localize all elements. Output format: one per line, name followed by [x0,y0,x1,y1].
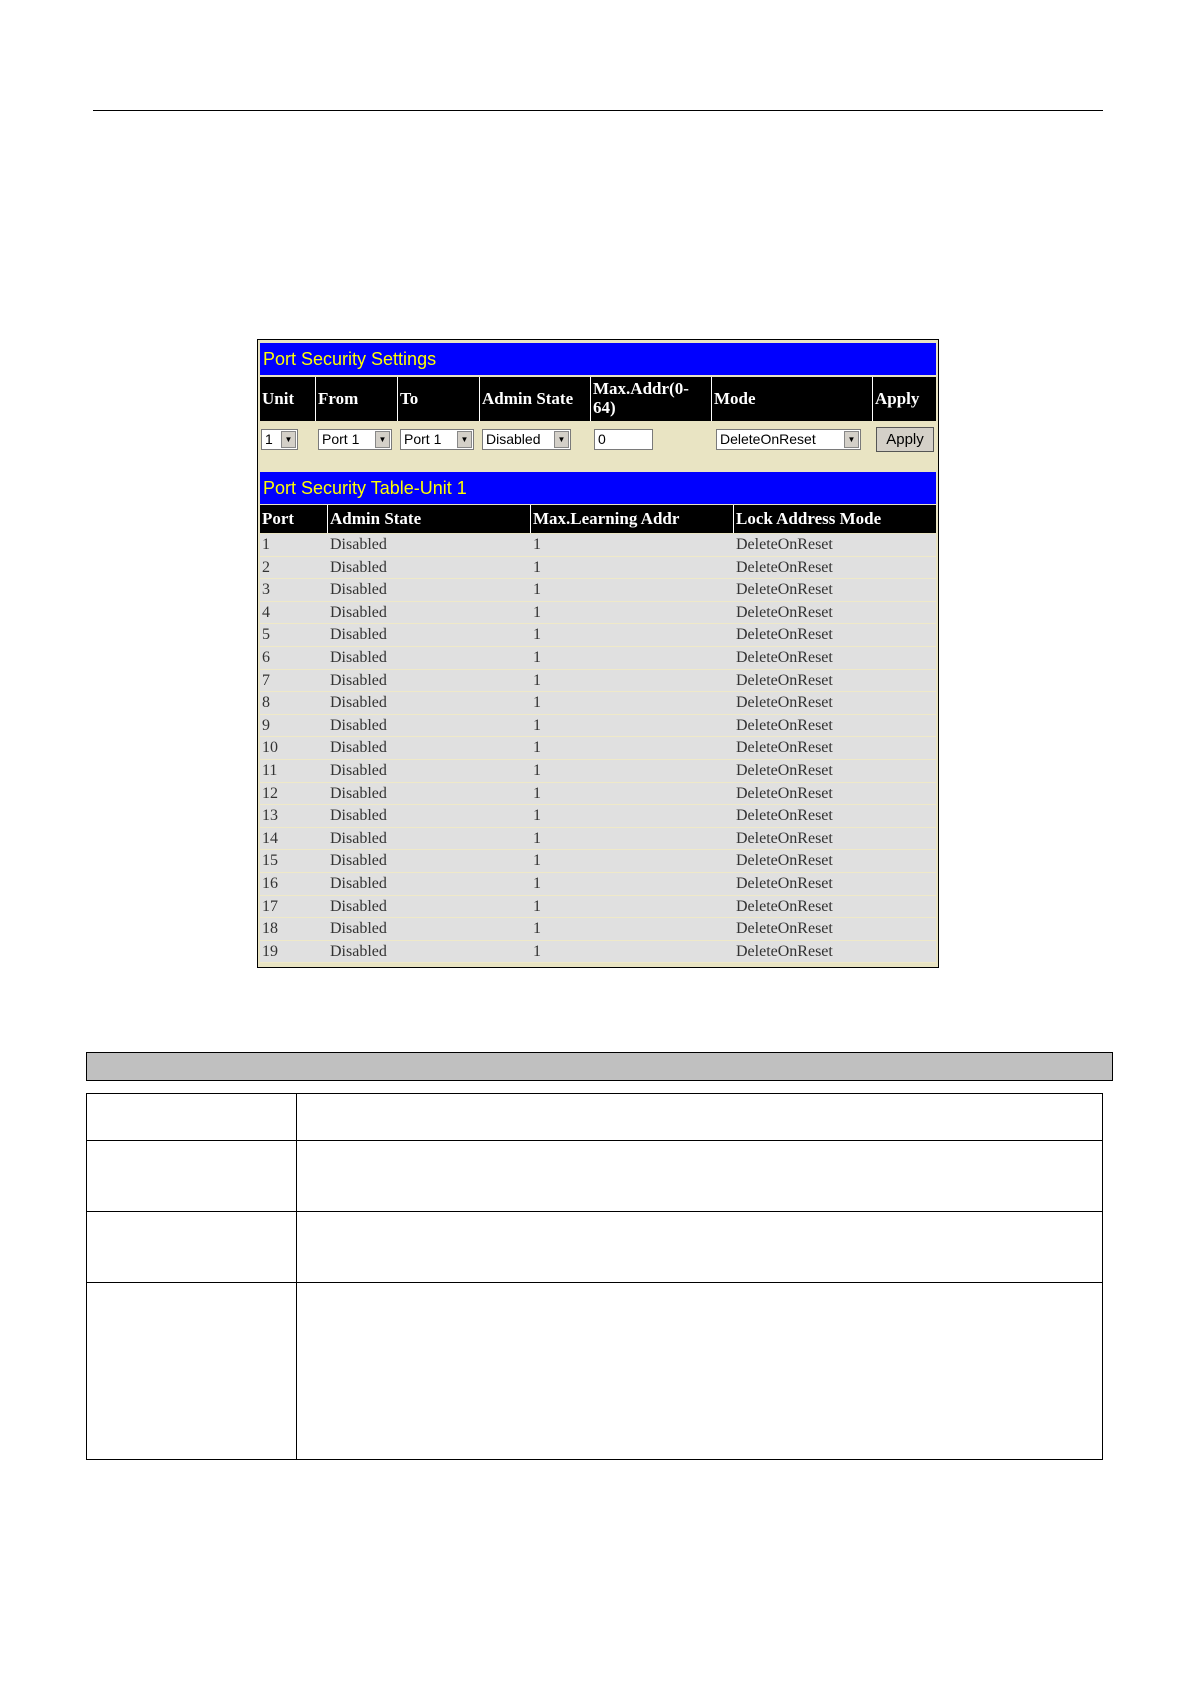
table-row [260,624,936,647]
cell-max-learning-addr: 1 [533,558,541,576]
cell-max-learning-addr: 1 [533,761,541,779]
cell-lock-address-mode: DeleteOnReset [736,761,833,779]
cell-lock-address-mode: DeleteOnReset [736,920,833,938]
port-security-rows [260,534,936,963]
cell-admin-state: Disabled [330,942,387,960]
table-row [260,760,936,783]
table-title-bar [260,472,936,504]
col-lock-address-mode: Lock Address Mode [736,509,882,528]
apply-button[interactable]: Apply [876,427,934,452]
cell-lock-address-mode: DeleteOnReset [736,874,833,892]
chevron-down-icon[interactable]: ▼ [554,431,569,448]
cell-max-learning-addr: 1 [533,648,541,666]
cell-admin-state: Disabled [330,807,387,825]
desc-row [87,1283,1103,1460]
table-row [260,715,936,738]
cell-admin-state: Disabled [330,626,387,644]
description-header-bar [86,1052,1113,1081]
cell-lock-address-mode: DeleteOnReset [736,739,833,757]
cell-max-learning-addr: 1 [533,603,541,621]
cell-port: 5 [262,626,270,644]
settings-header-row [260,377,936,421]
table-row [260,918,936,941]
port-security-screenshot [257,339,939,968]
cell-admin-state: Disabled [330,739,387,757]
cell-port: 15 [262,852,278,870]
table-row [260,534,936,557]
col-max-learning-addr: Max.Learning Addr [531,505,734,533]
cell-max-learning-addr: 1 [533,874,541,892]
cell-max-learning-addr: 1 [533,897,541,915]
table-row [260,896,936,919]
cell-lock-address-mode: DeleteOnReset [736,807,833,825]
cell-port: 12 [262,784,278,802]
cell-max-learning-addr: 1 [533,671,541,689]
cell-admin-state: Disabled [330,603,387,621]
table-row [260,602,936,625]
settings-controls-row [260,422,936,456]
table-row [260,828,936,851]
cell-lock-address-mode: DeleteOnReset [736,671,833,689]
cell-port: 10 [262,739,278,757]
cell-lock-address-mode: DeleteOnReset [736,852,833,870]
to-select[interactable] [400,429,474,450]
cell-port: 4 [262,603,270,621]
cell-max-learning-addr: 1 [533,626,541,644]
cell-admin-state: Disabled [330,852,387,870]
cell-admin-state: Disabled [330,897,387,915]
settings-title: Port Security Settings [263,349,437,369]
admin-state-value: Disabled [486,431,541,447]
from-value: Port 1 [322,431,360,447]
cell-admin-state: Disabled [330,536,387,553]
cell-admin-state: Disabled [330,694,387,712]
cell-lock-address-mode: DeleteOnReset [736,829,833,847]
cell-max-learning-addr: 1 [533,694,541,712]
header-rule [93,110,1103,111]
cell-lock-address-mode: DeleteOnReset [736,897,833,915]
desc-text-cell [297,1212,1103,1283]
table-row [260,579,936,602]
cell-port: 16 [262,874,278,892]
header-to: To [398,377,480,421]
cell-max-learning-addr: 1 [533,807,541,825]
cell-port: 2 [262,558,270,576]
table-row [260,737,936,760]
header-unit: Unit [260,377,316,421]
table-header-row [260,505,936,533]
cell-lock-address-mode: DeleteOnReset [736,603,833,621]
cell-lock-address-mode: DeleteOnReset [736,784,833,802]
desc-text-cell [297,1141,1103,1212]
cell-port: 17 [262,897,278,915]
cell-admin-state: Disabled [330,761,387,779]
chevron-down-icon[interactable]: ▼ [844,431,859,448]
mode-select[interactable] [716,429,861,450]
admin-state-select[interactable] [482,429,571,450]
cell-admin-state: Disabled [330,920,387,938]
desc-row [87,1141,1103,1212]
desc-text-cell [297,1094,1103,1141]
cell-admin-state: Disabled [330,671,387,689]
desc-row [87,1212,1103,1283]
cell-port: 14 [262,829,278,847]
cell-lock-address-mode: DeleteOnReset [736,536,833,553]
desc-text-cell [297,1283,1103,1460]
table-title: Port Security Table-Unit 1 [263,478,467,498]
cell-admin-state: Disabled [330,558,387,576]
cell-lock-address-mode: DeleteOnReset [736,581,833,599]
cell-port: 1 [262,536,270,553]
cell-lock-address-mode: DeleteOnReset [736,558,833,576]
max-addr-input[interactable]: 0 [594,429,653,450]
cell-port: 13 [262,807,278,825]
table-row [260,805,936,828]
table-row [260,670,936,693]
chevron-down-icon[interactable]: ▼ [457,431,472,448]
table-row [260,850,936,873]
cell-port: 8 [262,694,270,712]
cell-port: 7 [262,671,270,689]
table-row [260,873,936,896]
to-value: Port 1 [404,431,442,447]
table-row [260,557,936,580]
header-admin-state: Admin State [480,377,591,421]
cell-max-learning-addr: 1 [533,784,541,802]
cell-admin-state: Disabled [330,874,387,892]
cell-admin-state: Disabled [330,716,387,734]
desc-row [87,1094,1103,1141]
cell-lock-address-mode: DeleteOnReset [736,626,833,644]
unit-select[interactable] [261,429,298,450]
cell-max-learning-addr: 1 [533,920,541,938]
header-apply: Apply [875,389,920,408]
col-port: Port [260,505,328,533]
cell-port: 9 [262,716,270,734]
table-row [260,692,936,715]
table-row [260,647,936,670]
cell-admin-state: Disabled [330,784,387,802]
col-admin-state: Admin State [328,505,531,533]
cell-max-learning-addr: 1 [533,581,541,599]
cell-lock-address-mode: DeleteOnReset [736,942,833,960]
header-max-addr: Max.Addr(0-64) [591,377,712,421]
cell-lock-address-mode: DeleteOnReset [736,694,833,712]
cell-port: 18 [262,920,278,938]
desc-param-cell [87,1141,297,1212]
settings-title-bar [260,343,936,375]
cell-max-learning-addr: 1 [533,942,541,960]
cell-max-learning-addr: 1 [533,829,541,847]
cell-admin-state: Disabled [330,581,387,599]
from-select[interactable] [318,429,392,450]
table-row [260,783,936,806]
cell-lock-address-mode: DeleteOnReset [736,648,833,666]
mode-value: DeleteOnReset [720,431,816,447]
unit-value: 1 [265,431,273,447]
chevron-down-icon[interactable]: ▼ [281,431,296,448]
chevron-down-icon[interactable]: ▼ [375,431,390,448]
cell-max-learning-addr: 1 [533,536,541,553]
cell-admin-state: Disabled [330,648,387,666]
header-mode: Mode [712,377,873,421]
cell-admin-state: Disabled [330,829,387,847]
cell-max-learning-addr: 1 [533,739,541,757]
cell-port: 3 [262,581,270,599]
cell-port: 19 [262,942,278,960]
cell-lock-address-mode: DeleteOnReset [736,716,833,734]
desc-param-cell [87,1094,297,1141]
desc-param-cell [87,1212,297,1283]
table-row [260,941,936,964]
parameter-description-table [86,1093,1103,1460]
cell-port: 6 [262,648,270,666]
cell-max-learning-addr: 1 [533,852,541,870]
cell-port: 11 [262,761,278,779]
desc-param-cell [87,1283,297,1460]
cell-max-learning-addr: 1 [533,716,541,734]
header-from: From [316,377,398,421]
